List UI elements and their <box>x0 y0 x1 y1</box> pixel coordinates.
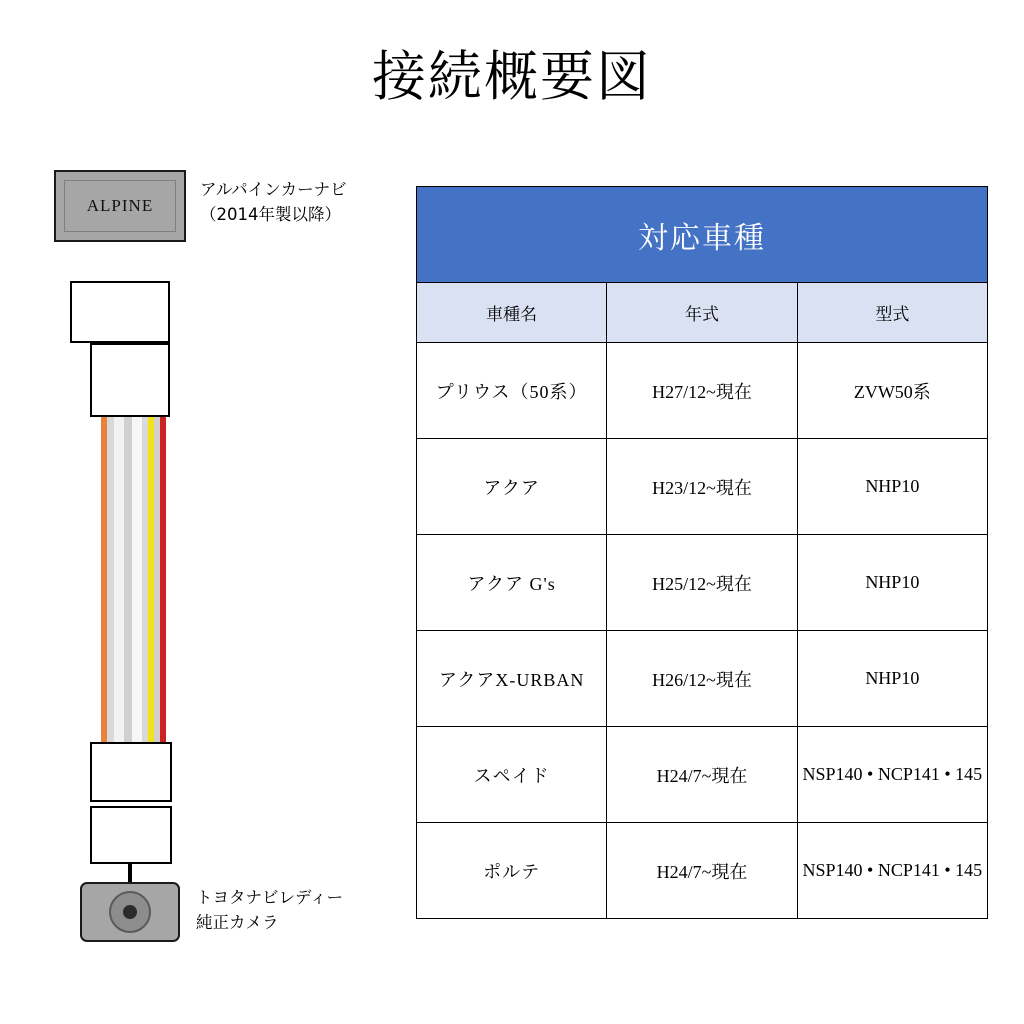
cell-type: NSP140 • NCP141 • 145 <box>797 823 987 919</box>
cell-model: アクア <box>417 439 607 535</box>
camera-caption-line1: トヨタナビレディー <box>196 888 344 907</box>
cell-type: NHP10 <box>797 439 987 535</box>
table-row <box>417 535 988 631</box>
cell-model: ポルテ <box>417 823 607 919</box>
table-row <box>417 439 988 535</box>
wire-gray-1 <box>107 417 114 742</box>
table-row <box>417 631 988 727</box>
alpine-brand-label: ALPINE <box>64 180 176 232</box>
connection-diagram <box>0 0 400 1024</box>
table-title: 対応車種 <box>417 187 988 283</box>
wire-red <box>160 417 166 742</box>
camera-lens-outer <box>109 891 151 933</box>
connector-upper-large <box>70 281 170 343</box>
column-header-type: 型式 <box>797 283 987 343</box>
cell-model: アクアX-URBAN <box>417 631 607 727</box>
camera-lens-inner <box>123 905 137 919</box>
cell-type: NHP10 <box>797 535 987 631</box>
column-header-year: 年式 <box>607 283 797 343</box>
cell-model: プリウス（50系） <box>417 343 607 439</box>
cell-year: H23/12~現在 <box>607 439 797 535</box>
navigation-unit-caption <box>200 178 347 228</box>
navigation-unit-caption-line1: アルパインカーナビ <box>200 180 347 199</box>
camera-caption-line2: 純正カメラ <box>196 912 279 932</box>
cell-model: スペイド <box>417 727 607 823</box>
camera-cable-stub <box>128 864 132 884</box>
navigation-unit-caption-line2: （2014年製以降） <box>200 204 341 224</box>
table-row <box>417 727 988 823</box>
cell-year: H24/7~現在 <box>607 727 797 823</box>
cell-type: NHP10 <box>797 631 987 727</box>
cell-year: H27/12~現在 <box>607 343 797 439</box>
cell-type: NSP140 • NCP141 • 145 <box>797 727 987 823</box>
wire-white-1 <box>114 417 124 742</box>
connector-upper-small <box>90 343 170 417</box>
cell-year: H26/12~現在 <box>607 631 797 727</box>
cell-type: ZVW50系 <box>797 343 987 439</box>
cell-year: H25/12~現在 <box>607 535 797 631</box>
page-title: 接続概要図 <box>372 45 652 108</box>
cell-model: アクア G's <box>417 535 607 631</box>
compatible-vehicles-table <box>416 186 988 919</box>
table-row <box>417 823 988 919</box>
camera-caption <box>196 886 343 936</box>
toyota-genuine-camera <box>80 882 180 942</box>
table-row <box>417 343 988 439</box>
wire-gray-2 <box>124 417 132 742</box>
connector-lower-lower <box>90 806 172 864</box>
column-header-model: 車種名 <box>417 283 607 343</box>
alpine-navigation-unit <box>54 170 186 242</box>
wire-white-2 <box>132 417 142 742</box>
cell-year: H24/7~現在 <box>607 823 797 919</box>
connector-lower-upper <box>90 742 172 802</box>
